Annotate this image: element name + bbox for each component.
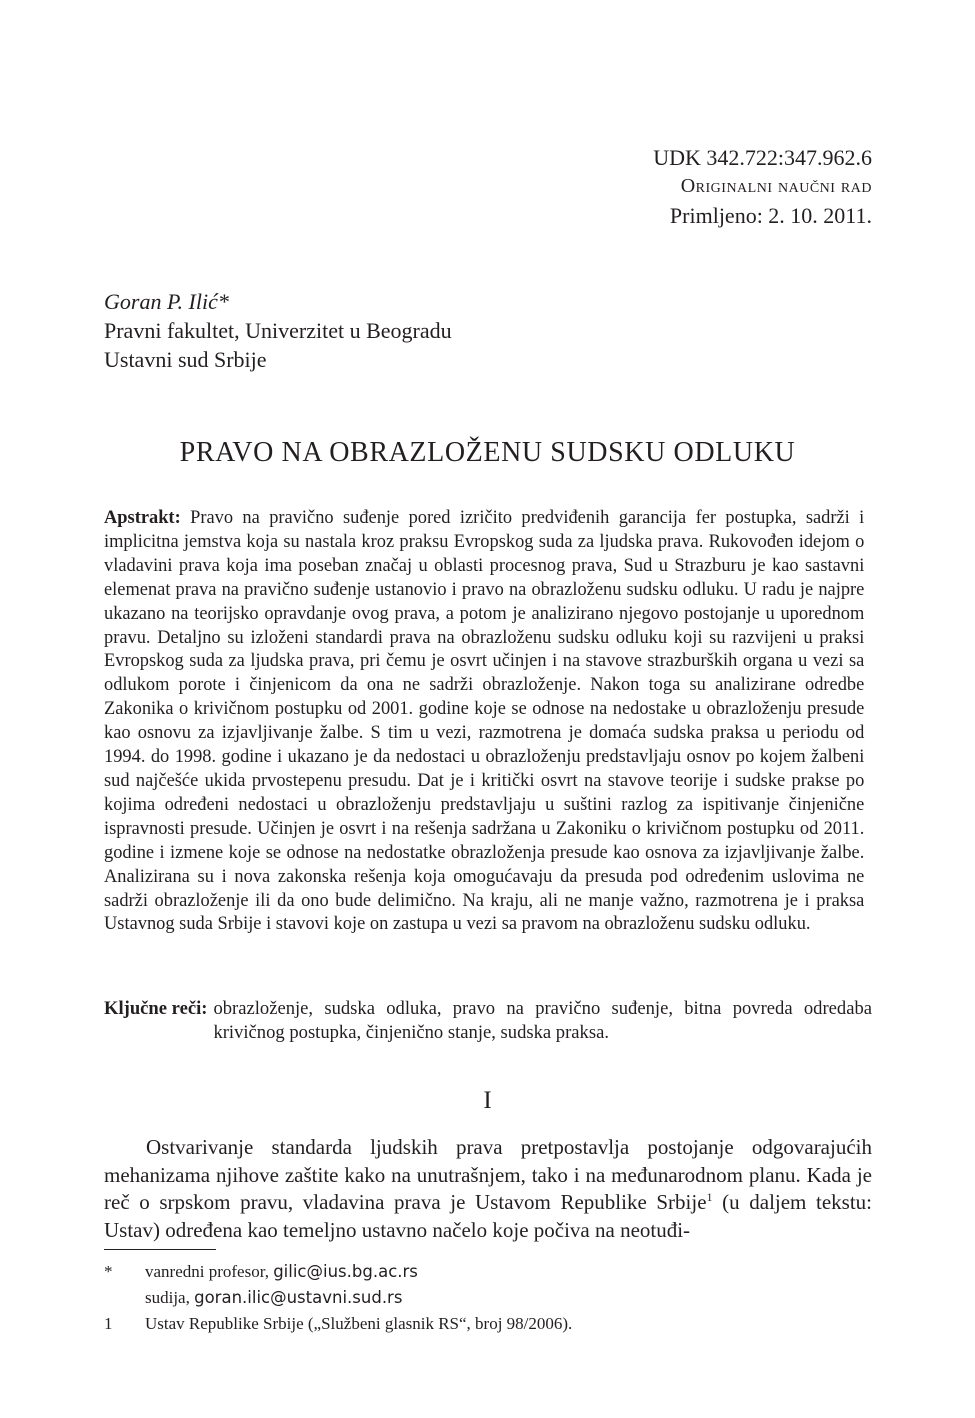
footnote-item: [104, 1285, 872, 1311]
footnote-divider: [104, 1249, 216, 1250]
author-name: Goran P. Ilić*: [104, 289, 229, 314]
footnote-mark: [104, 1285, 145, 1311]
abstract: [104, 506, 864, 936]
footnotes: [104, 1259, 872, 1337]
paragraph-text-2: (u daljem tekstu: Ustav) određena kao temeljno ustavno načelo koje počiva na neotuđi-: [104, 1190, 872, 1242]
footnote-reference[interactable]: 1: [706, 1190, 713, 1204]
footnote-item: [104, 1259, 872, 1285]
footnote-text: Ustav Republike Srbije („Službeni glasnik RS“, broj 98/2006).: [145, 1314, 573, 1333]
keywords-label: Ključne reči:: [104, 998, 208, 1019]
email-link[interactable]: gilic@ius.bg.ac.rs: [273, 1262, 418, 1281]
paper-title: PRAVO NA OBRAZLOŽENU SUDSKU ODLUKU: [179, 437, 796, 468]
author-block: [104, 287, 452, 374]
keywords-text: obrazloženje, sudska odluka, pravo na pravično suđenje, bitna povreda odredaba krivičnog postupka, činjenično stanje, sudska praksa.: [213, 998, 872, 1043]
footnote-text: vanredni profesor,: [145, 1262, 274, 1281]
section-heading: I: [483, 1087, 492, 1114]
abstract-text: Pravo na pravično suđenje pored izričito predviđenih garancija fer postupka, sadrži i implicitna jemstva koja su nastala kroz praksu Evropskog suda za ljudska prava. Rukovođen idejom o vladavini prava koja ima poseban značaj u oblasti procesnog prava, Sud u Strazburu je kao sastavni elemenat prava na pravično suđenje ustanovio i pravo na obrazloženu sudsku odluku. U radu je najpre ukazano na teorijsko opravdanje ovog prava, a potom je analizirano njegovo postojanje u uporednom pravu. Detaljno su izloženi standardi prava na obrazloženu sudsku odluku koji su razvijeni u praksi Evropskog suda za ljudska prava, pri čemu je osvrt učinjen i na stavove strazburških organa u vezi sa odlukom porote i činjenicom da ona ne sadrži obrazloženje. Nakon toga su analizirane odredbe Zakonika o krivičnom postupku od 2001. godine koje se odnose na nedostake u obrazloženju presude kao osnovu za izjavljivanje žalbe. S tim u vezi, razmotrena je domaća sudska praksa u periodu od 1994. do 1998. godine i ukazano je da nedostaci u obrazloženju predstavljaju osnov po kojem žalbeni sud najčešće ukida prvostepenu presudu. Dat je i kritički osvrt na stavove teorije i sudske prakse po kojima određeni nedostaci u obrazloženju predstavljaju u suštini razlog za ispitivanje činjenične ispravnosti presude. Učinjen je osvrt i na rešenja sadržana u Zakoniku o krivičnom postupku od 2011. godine i izmene koje se odnose na nedostatke obrazloženja presude kao osnova za izjavljivanje žalbe. Analizirana su i nova zakonska rešenja koja omogućavaju da presuda pod određenim uslovima ne sadrži obrazloženje ili da ono bude delimično. Na kraju, ali ne manje važno, razmotrena je i praksa Ustavnog suda Srbije i stavovi koje on zastupa u vezi sa pravom na obrazloženu sudsku odluku.: [104, 507, 865, 935]
received-date: Primljeno: 2. 10. 2011.: [669, 203, 872, 228]
email-link[interactable]: goran.ilic@ustavni.sud.rs: [194, 1288, 403, 1307]
footnote-mark: 1: [104, 1314, 113, 1333]
footnote-mark: *: [104, 1262, 113, 1281]
footnote-text: sudija,: [145, 1288, 195, 1307]
article-metadata: [653, 143, 872, 230]
author-affiliation-2: Ustavni sud Srbije: [104, 347, 267, 372]
footnote-item: [104, 1311, 872, 1337]
abstract-label: Apstrakt:: [104, 507, 181, 528]
paragraph-text-1: Ostvarivanje standarda ljudskih prava pretpostavlja postojanje odgovarajućih mehanizama njihove zaštite kako na unutrašnjem, tako i na međunarodnom planu. Kada je reč o srpskom pravu, vladavina prava je Ustavom Republike Srbije: [104, 1135, 872, 1214]
keywords: [104, 997, 872, 1045]
author-affiliation-1: Pravni fakultet, Univerzitet u Beogradu: [104, 318, 452, 343]
udk-code: UDK 342.722:347.962.6: [653, 145, 872, 170]
paper-type: Originalni naučni rad: [680, 175, 872, 197]
body-paragraph: [104, 1134, 872, 1244]
